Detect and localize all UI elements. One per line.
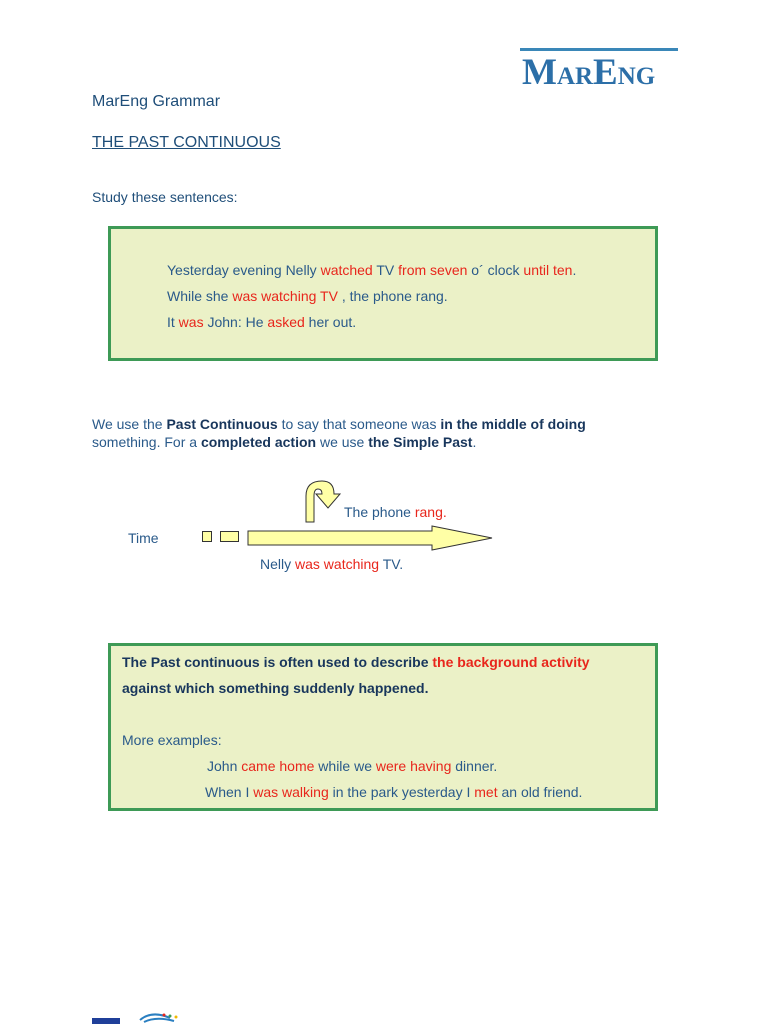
- explanation-line-1: We use the Past Continuous to say that someone was in the middle of doing: [92, 416, 586, 432]
- nelly-watching-label: Nelly was watching TV.: [260, 556, 404, 572]
- example-sentences-box: [108, 226, 658, 361]
- example-line-3: It was John: He asked her out.: [167, 314, 357, 330]
- time-label: Time: [128, 530, 159, 546]
- interruption-arrow: [306, 481, 340, 522]
- more-examples-label: More examples:: [122, 732, 222, 748]
- logo-text: MARENG: [522, 52, 656, 93]
- timeline-segment-1: [202, 531, 212, 542]
- more-example-1: John came home while we were having dinner.: [207, 758, 498, 774]
- timeline-segment-2: [220, 531, 239, 542]
- example-line-2: While she was watching TV , the phone rang.: [167, 288, 448, 304]
- phone-rang-label: The phone rang.: [344, 504, 447, 520]
- page-title: THE PAST CONTINUOUS: [92, 134, 281, 151]
- example-line-1: Yesterday evening Nelly watched TV from seven o´ clock until ten.: [167, 262, 577, 278]
- explanation-line-2: something. For a completed action we use the Simple Past.: [92, 434, 477, 450]
- brand-heading: MarEng Grammar: [92, 93, 221, 110]
- study-label: Study these sentences:: [92, 189, 238, 205]
- eu-flag-icon: [92, 1018, 120, 1024]
- rule-line-2: against which something suddenly happened.: [122, 680, 429, 696]
- footer-logos: [92, 1012, 202, 1024]
- more-example-2: When I was walking in the park yesterday I met an old friend.: [205, 784, 583, 800]
- timeline-arrow: [248, 526, 492, 550]
- rule-box: [108, 643, 658, 811]
- rule-line-1: The Past continuous is often used to describe the background activity: [122, 654, 590, 670]
- mareng-logo: [520, 48, 678, 93]
